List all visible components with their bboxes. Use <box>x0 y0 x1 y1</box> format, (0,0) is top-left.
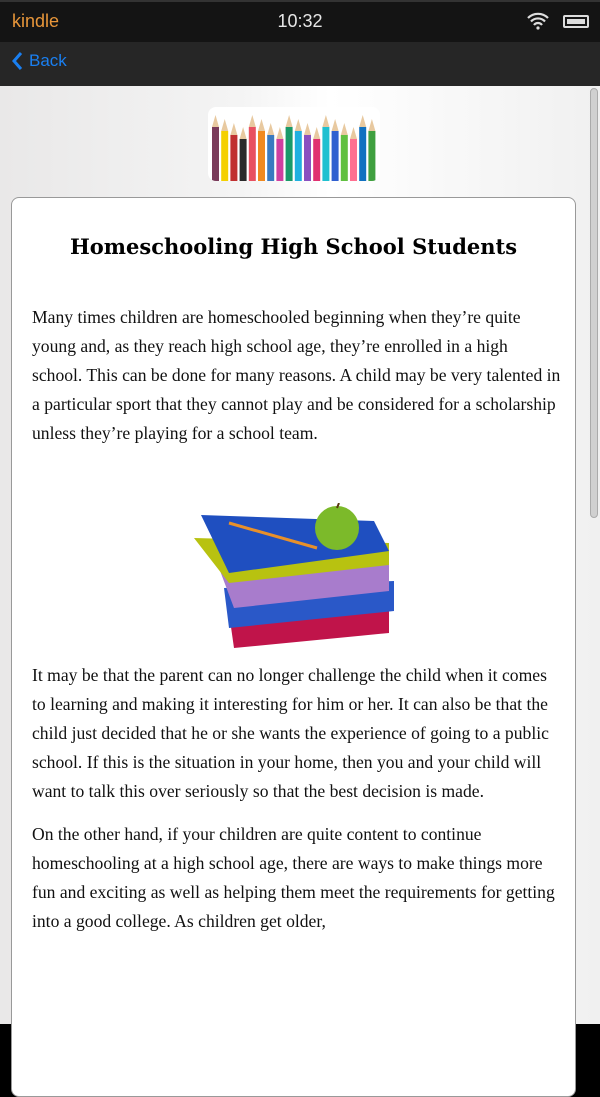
status-bar <box>0 0 600 42</box>
books-with-apple-image <box>189 503 399 653</box>
article-title: Homeschooling High School Students <box>69 234 518 259</box>
kindle-logo: kindle <box>12 11 60 31</box>
clock: 10:32 <box>277 11 323 31</box>
colored-pencils-image <box>208 107 380 181</box>
wifi-icon <box>527 12 549 30</box>
nav-bar <box>0 42 600 86</box>
battery-icon <box>563 15 589 28</box>
back-label: Back <box>29 51 67 70</box>
article-view[interactable] <box>0 86 600 1024</box>
chevron-left-icon <box>11 51 23 71</box>
back-button[interactable] <box>11 51 67 71</box>
scrollbar[interactable] <box>590 88 598 518</box>
paragraph: Many times children are homeschooled beginning when they’re quite young and, as they reach high school age, they’re enrolled in a high school. This can be done for many reasons. A child may be very talented in a particular sport that they cannot play and be considered for a scholarship unless they’re playing for a school team. <box>32 307 561 443</box>
article-card <box>11 197 576 1097</box>
paragraph: On the other hand, if your children are quite content to continue homeschooling at a high school age, there are ways to make things more fun and exciting as well as helping them meet the requirements for getting into a good college. As children get older, <box>32 824 555 931</box>
paragraph: It may be that the parent can no longer challenge the child when it comes to learning and making it interesting for him or her. It can also be that the child just decided that he or she wants the experience of going to a public school. If this is the situation in your home, then you and your child will want to talk this over seriously so that the best decision is made. <box>32 665 549 801</box>
